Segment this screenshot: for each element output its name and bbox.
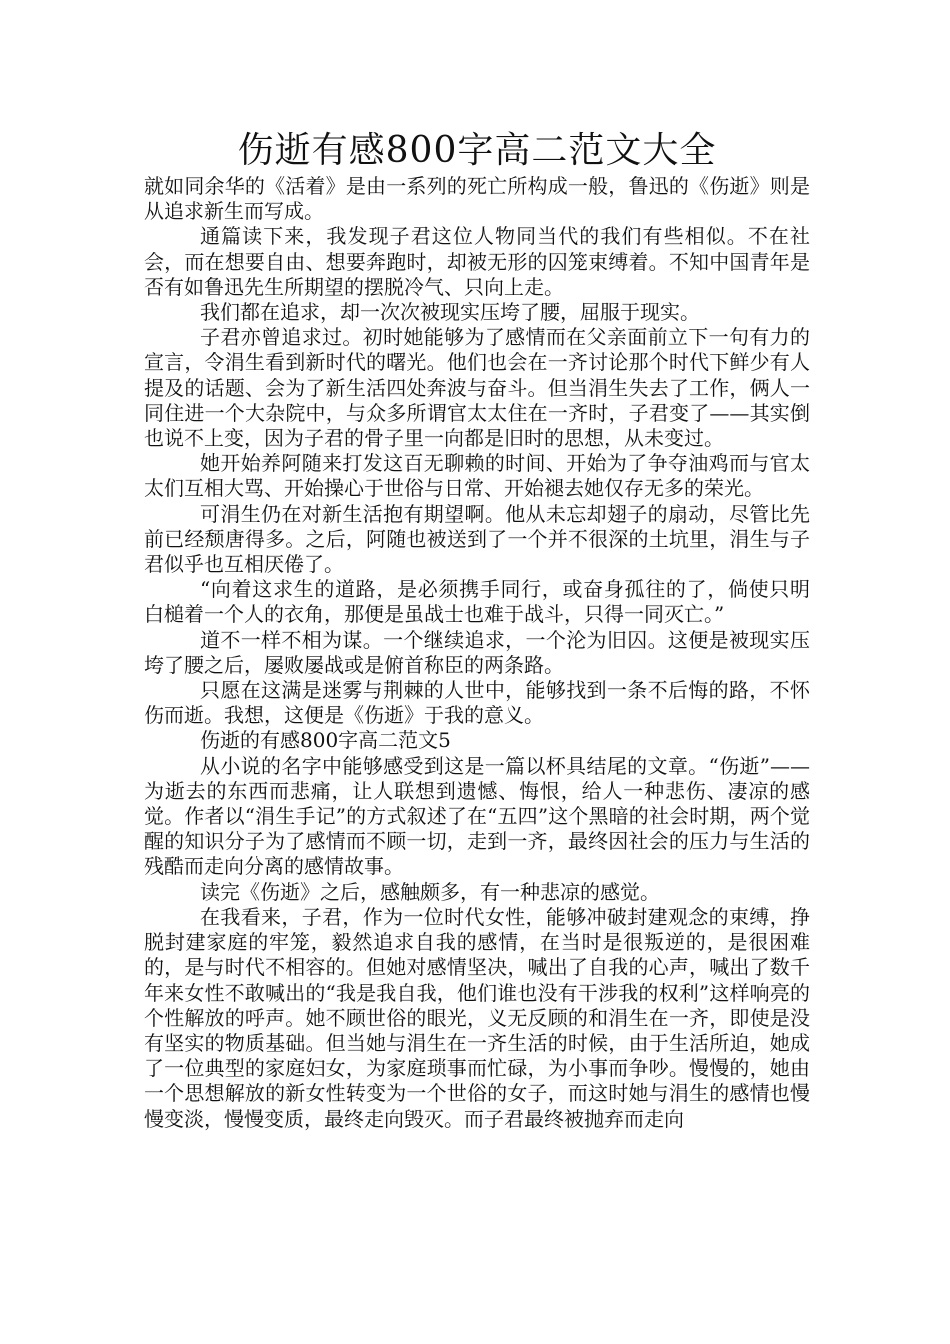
paragraph: 读完《伤逝》之后，感触颇多，有一种悲凉的感觉。 [200, 879, 660, 904]
paragraph: 道不一样不相为谋。一个继续追求，一个沦为旧囚。这便是被现实压垮了腰之后，屡败屡战或是俯首称臣的两条路。 [144, 627, 810, 677]
paragraph: 只愿在这满是迷雾与荆棘的人世中，能够找到一条不后悔的路，不怀伤而逝。我想，这便是《伤逝》于我的意义。 [144, 678, 810, 728]
document-page [144, 128, 810, 1132]
section-heading: 伤逝的有感800字高二范文5 [200, 728, 451, 753]
paragraph: 我们都在追求，却一次次被现实压垮了腰，屈服于现实。 [200, 300, 700, 325]
paragraph: 就如同余华的《活着》是由一系列的死亡所构成一般，鲁迅的《伤逝》则是从追求新生而写成。 [144, 174, 810, 224]
document-title: 伤逝有感800字高二范文大全 [237, 130, 717, 171]
paragraph: 可涓生仍在对新生活抱有期望啊。他从未忘却翅子的扇动，尽管比先前已经颓唐得多。之后，阿随也被送到了一个并不很深的土坑里，涓生与子君似乎也互相厌倦了。 [144, 501, 810, 577]
paragraph: 子君亦曾追求过。初时她能够为了感情而在父亲面前立下一句有力的宣言，令涓生看到新时代的曙光。他们也会在一齐讨论那个时代下鲜少有人提及的话题、会为了新生活四处奔波与奋斗。但当涓生失去了工作，俩人一同住进一个大杂院中，与众多所谓官太太住在一齐时，子君变了——其实倒也说不上变，因为子君的骨子里一向都是旧时的思想，从未变过。 [144, 325, 810, 451]
paragraph: 她开始养阿随来打发这百无聊赖的时间、开始为了争夺油鸡而与官太太们互相大骂、开始操心于世俗与日常、开始褪去她仅存无多的荣光。 [144, 451, 810, 501]
document-body [144, 174, 810, 1132]
paragraph: 从小说的名字中能够感受到这是一篇以杯具结尾的文章。“伤逝”——为逝去的东西而悲痛，让人联想到遗憾、悔恨，给人一种悲伤、凄凉的感觉。作者以“涓生手记”的方式叙述了在“五四”这个黑暗的社会时期，两个觉醒的知识分子为了感情而不顾一切，走到一齐，最终因社会的压力与生活的残酷而走向分离的感情故事。 [144, 753, 810, 879]
paragraph: 在我看来，子君，作为一位时代女性，能够冲破封建观念的束缚，挣脱封建家庭的牢笼，毅然追求自我的感情，在当时是很叛逆的，是很困难的，是与时代不相容的。但她对感情坚决，喊出了自我的心声，喊出了数千年来女性不敢喊出的“我是我自我，他们谁也没有干涉我的权利”这样响亮的个性解放的呼声。她不顾世俗的眼光，义无反顾的和涓生在一齐，即使是没有坚实的物质基础。但当她与涓生在一齐生活的时候，由于生活所迫，她成了一位典型的家庭妇女，为家庭琐事而忙碌，为小事而争吵。慢慢的，她由一个思想解放的新女性转变为一个世俗的女子，而这时她与涓生的感情也慢慢变淡，慢慢变质，最终走向毁灭。而子君最终被抛弃而走向 [144, 904, 810, 1131]
paragraph: 通篇读下来，我发现子君这位人物同当代的我们有些相似。不在社会，而在想要自由、想要奔跑时，却被无形的囚笼束缚着。不知中国青年是否有如鲁迅先生所期望的摆脱冷气、只向上走。 [144, 224, 810, 299]
paragraph: “向着这求生的道路，是必须携手同行，或奋身孤往的了，倘使只明白槌着一个人的衣角，那便是虽战士也难于战斗，只得一同灭亡。” [144, 577, 810, 627]
